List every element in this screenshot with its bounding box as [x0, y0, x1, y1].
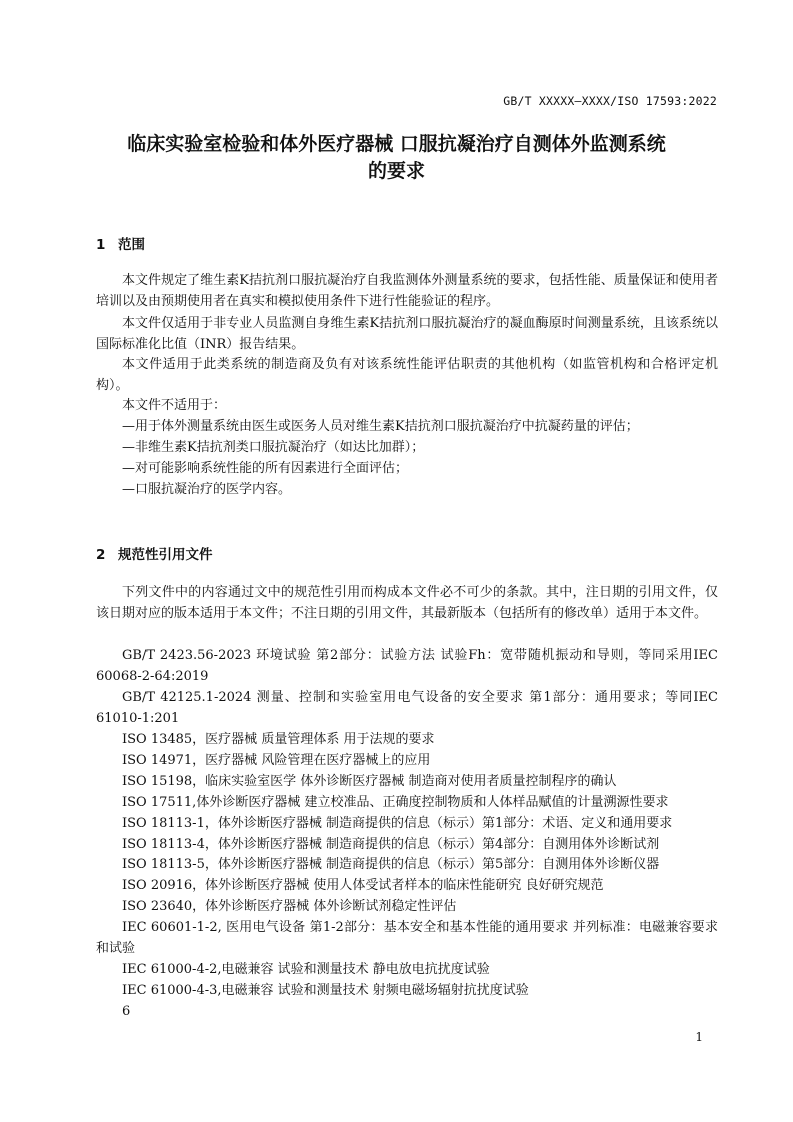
exclusion-item: —口服抗凝治疗的医学内容。 — [122, 482, 292, 497]
reference-item: ISO 18113-4，体外诊断医疗器械 制造商提供的信息（标示）第4部分：自测用体外诊断试剂 — [122, 837, 660, 852]
scope-paragraph-2: 本文件仅适用于非专业人员监测自身维生素K拮抗剂口服抗凝治疗的凝血酶原时间测量系统，且该系统以国际标准化比值（INR）报告结果。 — [96, 316, 718, 352]
section-1-heading — [96, 233, 145, 253]
section-2-title: 规范性引用文件 — [118, 547, 213, 563]
section-1-title: 范围 — [118, 237, 145, 253]
reference-gbt-42125: GB/T 42125.1-2024 测量、控制和实验室用电气设备的安全要求 第1部分：通用要求；等同IEC 61010-1:201 — [96, 690, 718, 726]
exclusion-item: —对可能影响系统性能的所有因素进行全面评估； — [122, 461, 409, 476]
scope-paragraph-3: 本文件适用于此类系统的制造商及负有对该系统性能评估职责的其他机构（如监管机构和合格评定机构）。 — [96, 357, 718, 393]
document-title — [80, 131, 713, 185]
reference-item: ISO 18113-5，体外诊断医疗器械 制造商提供的信息（标示）第5部分：自测用体外诊断仪器 — [122, 857, 660, 872]
reference-item: IEC 61000-4-2,电磁兼容 试验和测量技术 静电放电抗扰度试验 — [122, 962, 490, 977]
reference-iec-60601: IEC 60601-1-2, 医用电气设备 第1-2部分：基本安全和基本性能的通用要求 并列标准：电磁兼容要求和试验 — [96, 920, 718, 956]
standard-code: GB/T XXXXX—XXXX/ISO 17593:2022 — [503, 94, 717, 108]
reference-item: ISO 13485，医疗器械 质量管理体系 用于法规的要求 — [122, 732, 435, 747]
reference-item: ISO 18113-1，体外诊断医疗器械 制造商提供的信息（标示）第1部分：术语、定义和通用要求 — [122, 816, 673, 831]
reference-item: ISO 15198，临床实验室医学 体外诊断医疗器械 制造商对使用者质量控制程序的确认 — [122, 774, 617, 789]
section-1-number: 1 — [96, 237, 106, 253]
reference-item: ISO 14971，医疗器械 风险管理在医疗器械上的应用 — [122, 753, 431, 768]
page-number: 1 — [695, 1030, 703, 1044]
normative-intro-paragraph: 下列文件中的内容通过文中的规范性引用而构成本文件必不可少的条款。其中，注日期的引用文件，仅该日期对应的版本适用于本文件；不注日期的引用文件，其最新版本（包括所有的修改单）适用于本文件。 — [96, 585, 718, 621]
scope-paragraph-1: 本文件规定了维生素K拮抗剂口服抗凝治疗自我监测体外测量系统的要求，包括性能、质量保证和使用者培训以及由预期使用者在真实和模拟使用条件下进行性能验证的程序。 — [96, 273, 718, 309]
exclusion-item: —用于体外测量系统由医生或医务人员对维生素K拮抗剂口服抗凝治疗中抗凝药量的评估； — [122, 419, 639, 434]
title-line-2: 的要求 — [367, 160, 425, 182]
section-2-heading — [96, 543, 213, 563]
scope-paragraph-4: 本文件不适用于： — [122, 398, 227, 413]
section-2-number: 2 — [96, 547, 106, 563]
reference-item: ISO 20916，体外诊断医疗器械 使用人体受试者样本的临床性能研究 良好研究规范 — [122, 878, 604, 893]
reference-gbt-2423: GB/T 2423.56-2023 环境试验 第2部分：试验方法 试验Fh：宽带随机振动和导则，等同采用IEC 60068-2-64:2019 — [96, 648, 718, 684]
reference-item: ISO 17511,体外诊断医疗器械 建立校准品、正确度控制物质和人体样品赋值的计量溯源性要求 — [122, 795, 669, 810]
exclusion-item: —非维生素K拮抗剂类口服抗凝治疗（如达比加群）； — [122, 440, 425, 455]
reference-item: ISO 23640，体外诊断医疗器械 体外诊断试剂稳定性评估 — [122, 899, 457, 914]
title-line-1: 临床实验室检验和体外医疗器械 口服抗凝治疗自测体外监测系统 — [127, 133, 666, 155]
reference-item: 6 — [122, 1004, 131, 1019]
reference-item: IEC 61000-4-3,电磁兼容 试验和测量技术 射频电磁场辐射抗扰度试验 — [122, 983, 529, 998]
